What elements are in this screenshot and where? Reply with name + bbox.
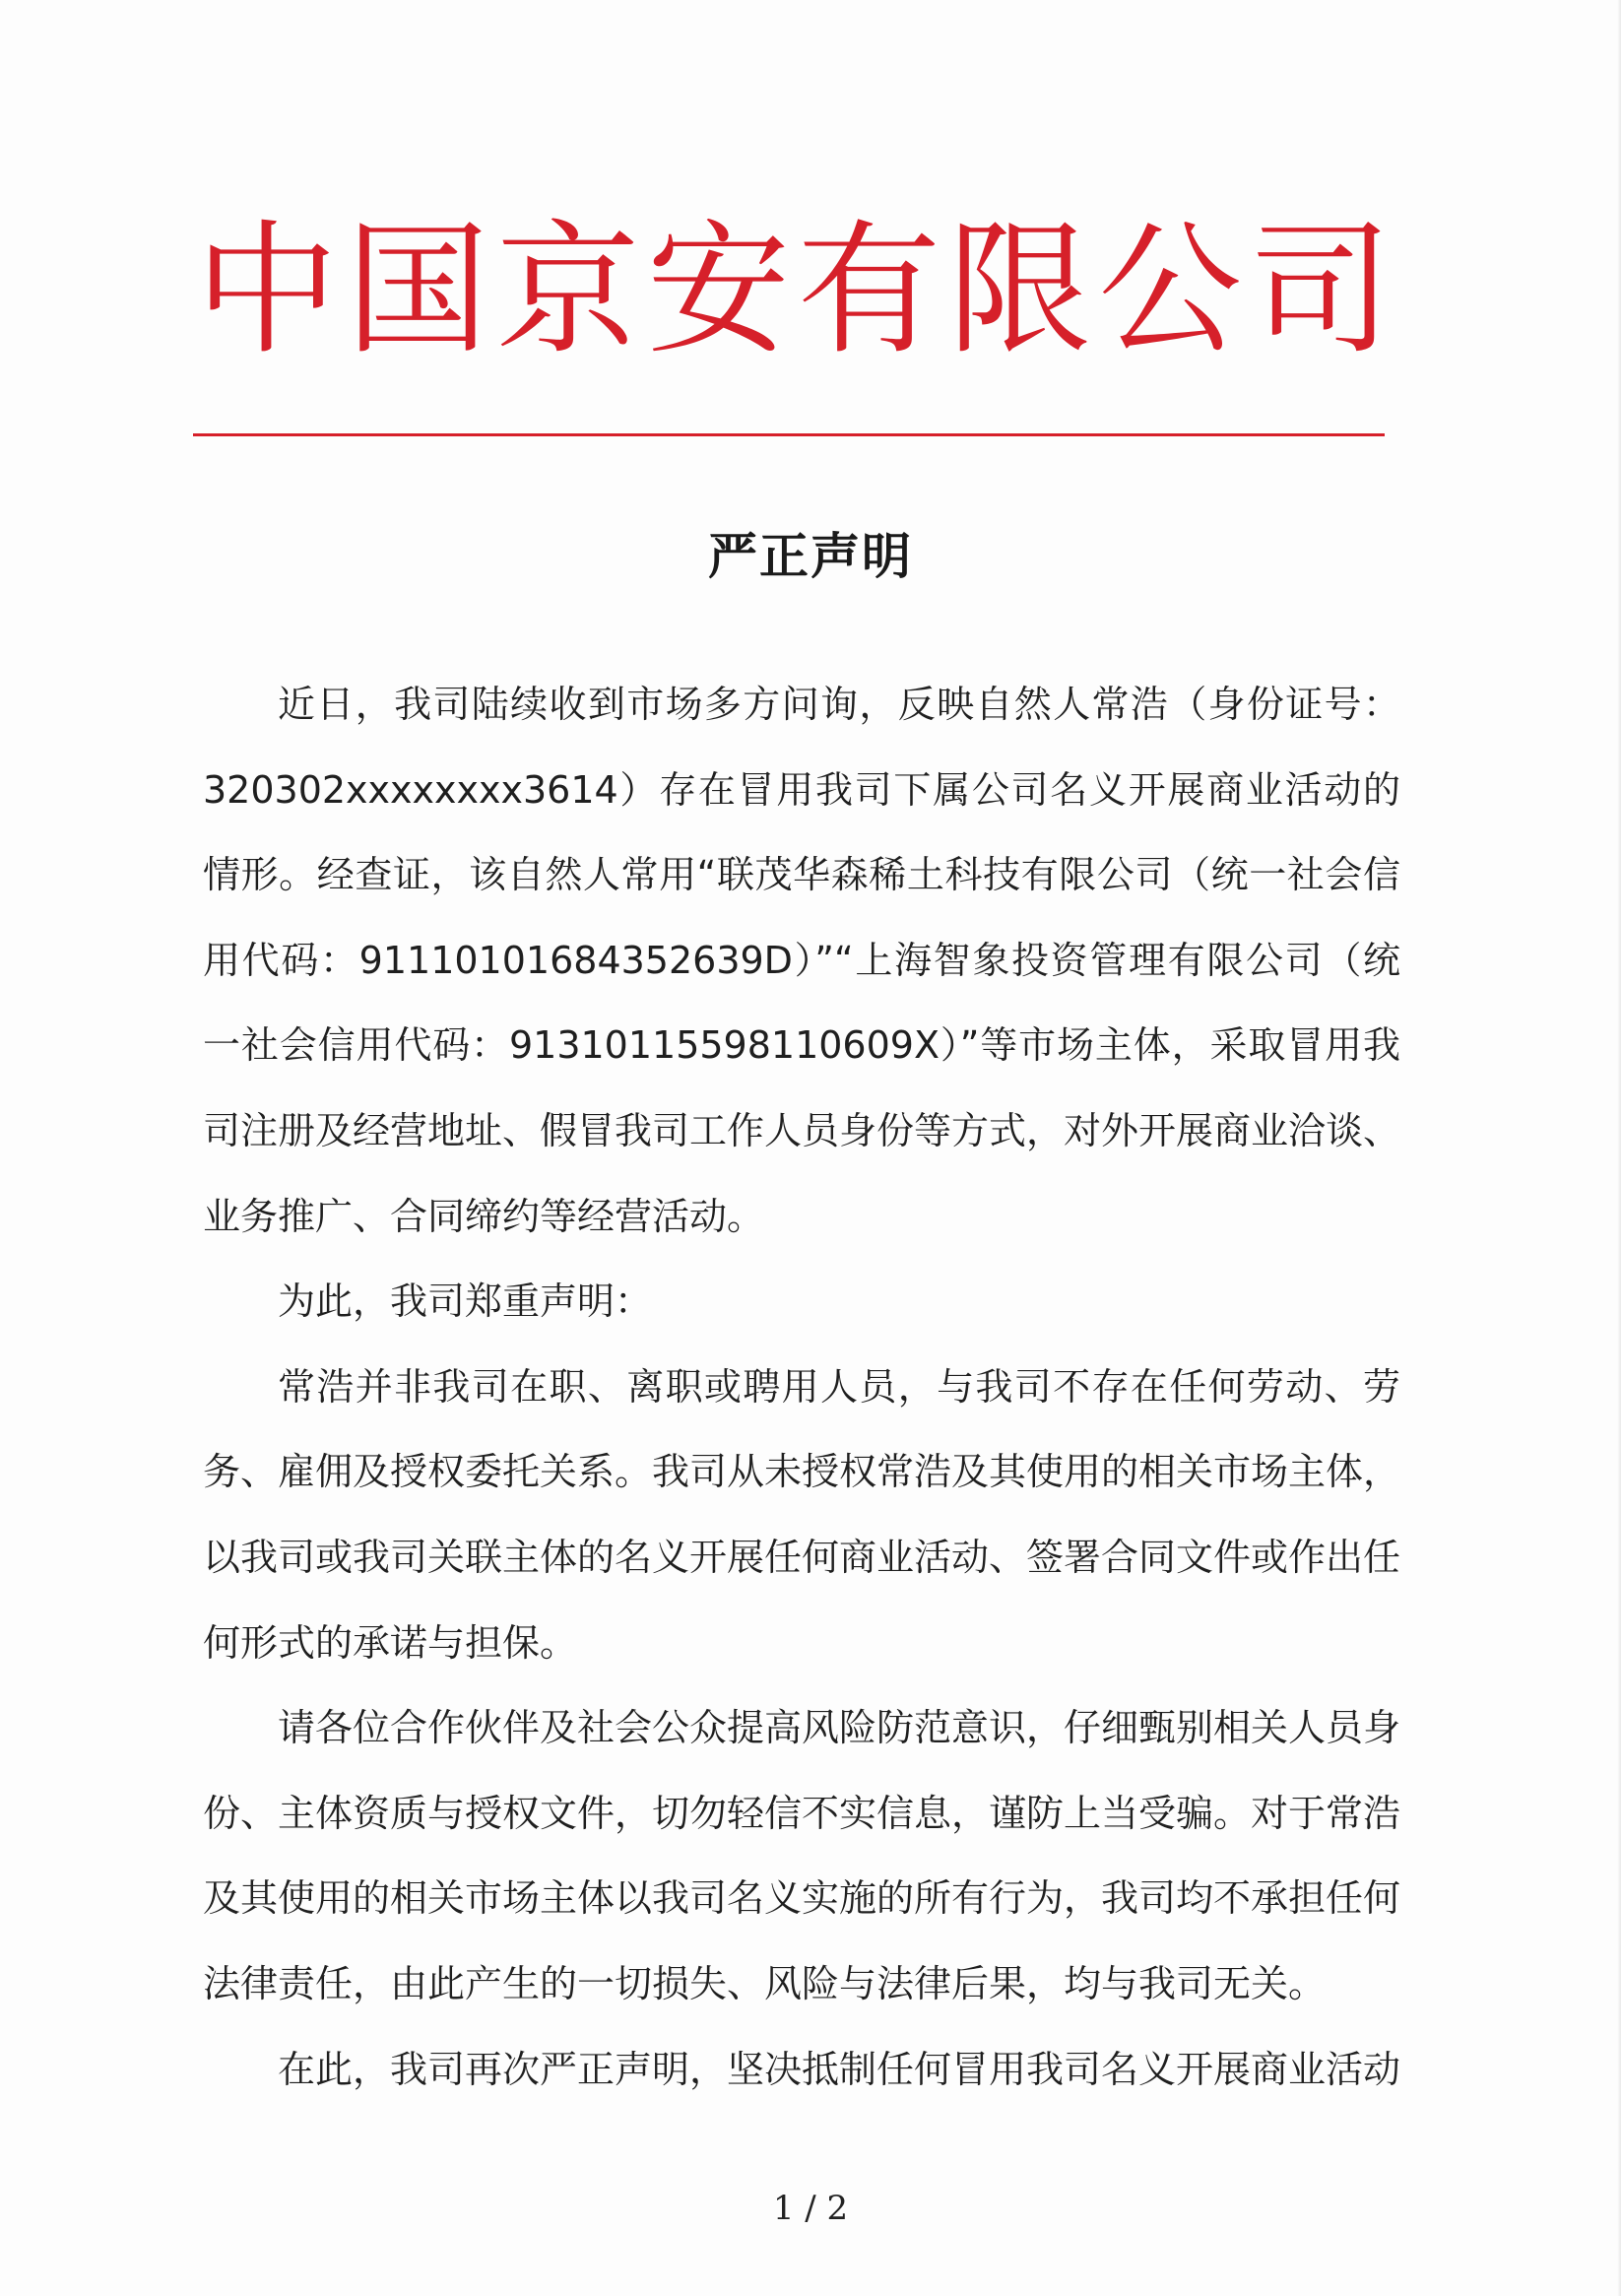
- letterhead-char: 中: [195, 207, 339, 374]
- letterhead-char: 司: [1248, 207, 1393, 374]
- company-letterhead: [193, 207, 1394, 374]
- body-paragraph: 请各位合作伙伴及社会公众提高风险防范意识，仔细甄别相关人员身份、主体资质与授权文件，切勿轻信不实信息，谨防上当受骗。对于常浩及其使用的相关市场主体以我司名义实施的所有行为，我司均不承担任何法律责任，由此产生的一切损失、风险与法律后果，均与我司无关。: [203, 1706, 1401, 2005]
- document-title: 严正声明: [708, 528, 913, 585]
- body-paragraph: 在此，我司再次严正声明，坚决抵制任何冒用我司名义开展商业活动: [278, 2047, 1401, 2091]
- letterhead-char: 国: [345, 207, 489, 374]
- letterhead-char: 有: [797, 207, 941, 374]
- scan-edge-shadow: [1617, 0, 1621, 2296]
- body-paragraph: 常浩并非我司在职、离职或聘用人员，与我司不存在任何劳动、劳务、雇佣及授权委托关系。我司从未授权常浩及其使用的相关市场主体，以我司或我司关联主体的名义开展任何商业活动、签署合同文件或作出任何形式的承诺与担保。: [203, 1364, 1401, 1665]
- letterhead-divider: [193, 433, 1385, 436]
- letterhead-char: 限: [947, 207, 1092, 374]
- body-paragraph: 近日，我司陆续收到市场多方问询，反映自然人常浩（身份证号：320302xxxxxxxx3614）存在冒用我司下属公司名义开展商业活动的情形。经查证，该自然人常用“联茂华森稀土科技有限公司（统一社会信用代码：91110101684352639D）”“上海智象投资管理有限公司（统一社会信用代码：91310115598110609X）”等市场主体，采取冒用我司注册及经营地址、假冒我司工作人员身份等方式，对外开展商业洽谈、业务推广、合同缔约等经营活动。: [203, 683, 1401, 1238]
- letterhead-char: 安: [646, 207, 791, 374]
- letterhead-char: 公: [1098, 207, 1243, 374]
- letterhead-char: 京: [495, 207, 640, 374]
- page-number: 1 / 2: [772, 2189, 849, 2228]
- document-body: [203, 662, 1400, 2112]
- body-paragraph: 为此，我司郑重声明：: [278, 1279, 653, 1324]
